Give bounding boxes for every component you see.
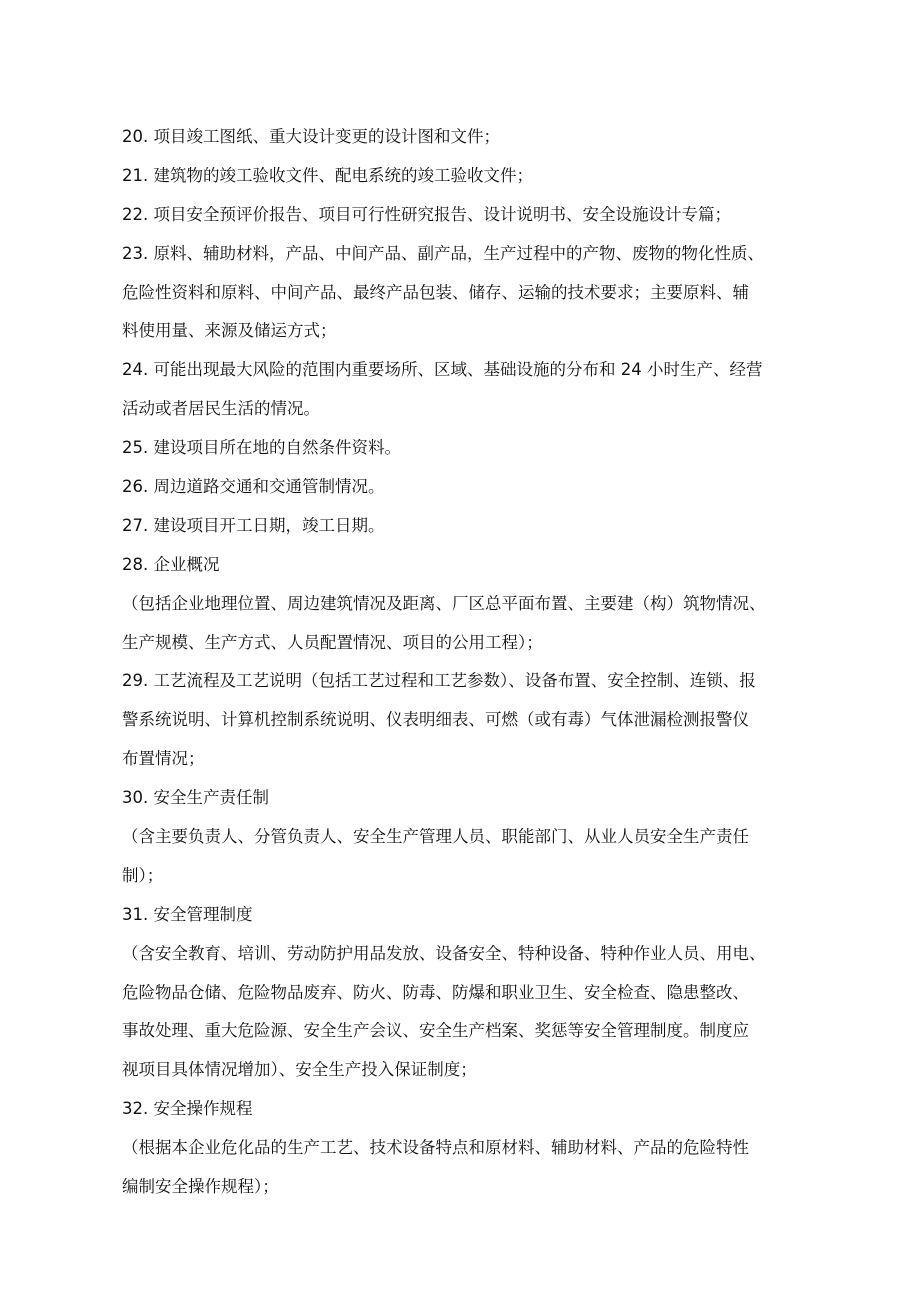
text-line: 布置情况；	[122, 749, 205, 769]
section-note	[122, 935, 838, 1091]
text-line: 28. 企业概况	[122, 554, 220, 574]
section-note	[122, 1129, 838, 1207]
list-item	[122, 196, 838, 235]
section-note	[122, 818, 838, 896]
section-heading	[122, 779, 838, 818]
text-line: 危险性资料和原料、中间产品、最终产品包装、储存、运输的技术要求；主要原料、辅	[122, 282, 749, 302]
text-line: （根据本企业危化品的生产工艺、技术设备特点和原材料、辅助材料、产品的危险特性	[122, 1138, 749, 1158]
text-line: 23. 原料、辅助材料，产品、中间产品、副产品，生产过程中的产物、废物的物化性质、	[122, 243, 764, 263]
list-item	[122, 468, 838, 507]
text-line: 21. 建筑物的竣工验收文件、配电系统的竣工验收文件；	[122, 165, 533, 185]
text-line: 31. 安全管理制度	[122, 904, 253, 924]
text-line: 料使用量、来源及储运方式；	[122, 321, 337, 341]
list-item	[122, 662, 838, 779]
section-note	[122, 585, 838, 663]
text-line: 29. 工艺流程及工艺说明（包括工艺过程和工艺参数）、设备布置、安全控制、连锁、报	[122, 671, 756, 691]
text-line: 事故处理、重大危险源、安全生产会议、安全生产档案、奖惩等安全管理制度。制度应	[122, 1021, 749, 1041]
list-item	[122, 235, 838, 352]
text-line: 生产规模、生产方式、人员配置情况、项目的公用工程）；	[122, 632, 543, 652]
text-line: 32. 安全操作规程	[122, 1099, 253, 1119]
text-line: 30. 安全生产责任制	[122, 788, 269, 808]
text-line: 编制安全操作规程）；	[122, 1177, 279, 1197]
text-line: 制）；	[122, 865, 164, 885]
text-line: （含主要负责人、分管负责人、安全生产管理人员、职能部门、从业人员安全生产责任	[122, 827, 749, 847]
list-item	[122, 429, 838, 468]
section-heading	[122, 1090, 838, 1129]
text-line: 警系统说明、计算机控制系统说明、仪表明细表、可燃（或有毒）气体泄漏检测报警仪	[122, 710, 749, 730]
text-line: （含安全教育、培训、劳动防护用品发放、设备安全、特种设备、特种作业人员、用电、	[122, 943, 766, 963]
text-line: 危险物品仓储、危险物品废弃、防火、防毒、防爆和职业卫生、安全检查、隐患整改、	[122, 982, 749, 1002]
list-item	[122, 157, 838, 196]
text-line: 活动或者居民生活的情况。	[122, 399, 320, 419]
text-line: 22. 项目安全预评价报告、项目可行性研究报告、设计说明书、安全设施设计专篇；	[122, 204, 731, 224]
text-line: 视项目具体情况增加）、安全生产投入保证制度；	[122, 1060, 477, 1080]
text-line: 27. 建设项目开工日期，竣工日期。	[122, 515, 385, 535]
list-item	[122, 118, 838, 157]
list-item	[122, 351, 838, 429]
text-line: 24. 可能出现最大风险的范围内重要场所、区域、基础设施的分布和 24 小时生产、经营	[122, 360, 763, 380]
text-line: 25. 建设项目所在地的自然条件资料。	[122, 438, 401, 458]
text-line: 26. 周边道路交通和交通管制情况。	[122, 477, 385, 497]
document-page	[122, 118, 838, 1207]
text-line: 20. 项目竣工图纸、重大设计变更的设计图和文件；	[122, 127, 500, 146]
text-line: （包括企业地理位置、周边建筑情况及距离、厂区总平面布置、主要建（构）筑物情况、	[122, 593, 766, 613]
section-heading	[122, 546, 838, 585]
list-item	[122, 507, 838, 546]
section-heading	[122, 896, 838, 935]
